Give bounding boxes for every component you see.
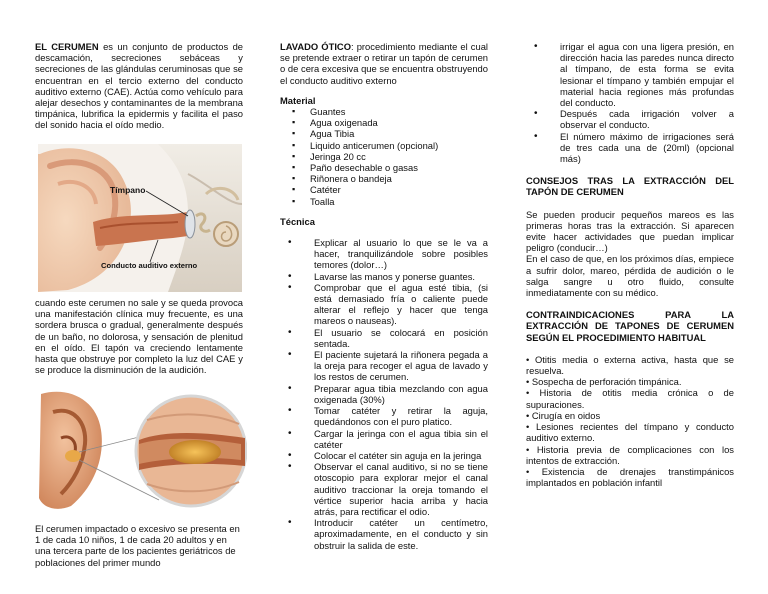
contraindication-item: • Lesiones recientes del tímpano y conducto auditivo externo. [526, 421, 734, 444]
outro-paragraph: El cerumen impactado o excesivo se presenta en 1 de cada 10 niños, 1 de cada 20 adultos y en una tercera parte de los pacientes geriátricos de poblaciones del primer mundo [35, 523, 240, 568]
contraindication-item: • Existencia de drenajes transtimpánicos implantados en población infantil [526, 465, 734, 489]
technique-step: • Tomar catéter y retirar la aguja, quedándonos con el puro platico. [280, 405, 488, 427]
intro-term: EL CERUMEN [35, 41, 99, 52]
intro-paragraph [35, 41, 243, 131]
earwax-svg [35, 390, 247, 512]
material-item: ▪ Guantes [280, 106, 488, 117]
material-item: ▪ Riñonera o bandeja [280, 173, 488, 184]
material-item: ▪ Jeringa 20 cc [280, 151, 488, 162]
technique-steps-continued [526, 41, 734, 164]
technique-steps-list [280, 237, 488, 551]
technique-step: • El usuario se colocará en posición sentada. [280, 327, 488, 349]
column-1-bottom [35, 523, 243, 568]
contraindication-item: • Sospecha de perforación timpánica. [526, 376, 682, 388]
material-item: ▪ Liquido anticerumen (opcional) [280, 140, 488, 151]
technique-step: • Introducir catéter un centímetro, aproximadamente, en el conducto y sin obstruir la salida de este. [280, 517, 488, 551]
tecnica-heading: Técnica [280, 215, 315, 227]
column-1 [35, 0, 243, 131]
material-heading: Material [280, 94, 316, 106]
contraindication-item: • Historia de otitis media crónica o de supuraciones. [526, 387, 734, 410]
lavado-title: LAVADO ÓTICO [280, 41, 351, 52]
technique-step: • El número máximo de irrigaciones será de tres cada una de (20ml) (opcional más) [526, 131, 734, 165]
contraindication-item: • Cirugía en oidos [526, 409, 601, 421]
technique-step: • Observar el canal auditivo, si no se tiene otoscopio para explorar mejor el canal auditivo traccionar la oreja tomando el vértice superior hacia arriba y hacia atrás, para rectificar el odio. [280, 461, 488, 517]
material-item: ▪ Agua oxigenada [280, 117, 488, 128]
materials-list [280, 106, 488, 207]
column-3 [526, 0, 734, 488]
contraindications-heading: CONTRAINDICACIONES PARA LA EXTRACCIÓN DE TAPONES DE CERUMEN SEGÚN EL PROCEDIMIENTO HABITUAL [526, 309, 734, 343]
technique-step: • Después cada irrigación volver a observar el conducto. [526, 108, 734, 130]
earwax-illustration [35, 390, 247, 512]
technique-step: • Comprobar que el agua esté tibia, (si está demasiado fría o caliente puede alterar el reflejo y hacer que tenga mareos o nauseas). [280, 282, 488, 327]
label-tympanum: Tímpano [110, 185, 146, 195]
column-2 [280, 0, 488, 551]
column-1-mid [35, 297, 243, 375]
material-item: ▪ Toalla [280, 196, 488, 207]
contraindication-item: • Otitis media o externa activa, hasta que se resuelva. [526, 353, 734, 377]
lavado-definition: : procedimiento mediante el cual se pretende extraer o retirar un tapón de cerumen o de cera excesiva que se encuentra obstruyendo el conducto auditivo externo [280, 41, 488, 86]
technique-step: • irrigar el agua con una ligera presión, en dirección hacia las paredes nunca directo al tímpano, de esta forma se evita lesionar el tímpano y también empujar el material hacia regiones más profundas del conducto. [526, 41, 734, 108]
contraindications-list [526, 354, 734, 488]
technique-step: • Preparar agua tibia mezclando con agua oxigenada (30%) [280, 383, 488, 405]
consejos-heading: CONSEJOS TRAS LA EXTRACCIÓN DEL TAPÓN DE CERUMEN [526, 175, 734, 198]
technique-step: • Lavarse las manos y ponerse guantes. [280, 271, 488, 282]
label-ear-canal: Conducto auditivo externo [101, 261, 198, 270]
lavado-intro [280, 41, 488, 86]
technique-step: • El paciente sujetará la riñonera pegada a la oreja para recoger el agua de lavado y los restos de cerumen. [280, 349, 488, 383]
technique-step: • Colocar el catéter sin aguja en la jeringa [280, 450, 488, 461]
material-item: ▪ Agua Tibia [280, 128, 488, 139]
consejos-paragraph-1: Se pueden producir pequeños mareos es las primeras horas tras la extracción. Si aparecen evite hacer actividades que puedan implicar peligro (conducir…) [526, 208, 734, 254]
ear-diagram-svg [38, 144, 242, 292]
contraindication-item: • Historia previa de complicaciones con los intentos de extracción. [526, 443, 734, 466]
material-item: ▪ Catéter [280, 184, 488, 195]
intro-text: es un conjunto de productos de descamación, secreciones sebáceas y secreciones de las glándulas ceruminosas que se encuentran en el tercio externo del conducto auditivo externo (CAE). Actúa como vehículo para alejar desechos y contaminantes de la membrana timpánica, lubrifica la epidermis y facilita el paso del sonido hacia el oído medio. [35, 41, 243, 131]
material-item: ▪ Paño desechable o gasas [280, 162, 488, 173]
technique-step: • Cargar la jeringa con el agua tibia sin el catéter [280, 428, 488, 450]
consejos-paragraph-2: En el caso de que, en los próximos días, empiece a sufrir dolor, mareo, pérdida de audición o le salga sangre u otro fluido, consulte inmediatamente con su médico. [526, 253, 734, 299]
ear-anatomy-illustration [38, 144, 242, 292]
mid-paragraph: cuando este cerumen no sale y se queda provoca una manifestación clínica muy frecuente, es una sordera brusca o gradual, generalmente después de un baño, no dolorosa, y sensación de plenitud en el oído. El tapón va creciendo lentamente hasta que obstruye por completo la luz del CAE y se produce la disminución de la audición. [35, 297, 243, 376]
technique-step: • Explicar al usuario lo que se le va a hacer, tranquilizándole sobre posibles temores (dolor…) [280, 237, 488, 271]
